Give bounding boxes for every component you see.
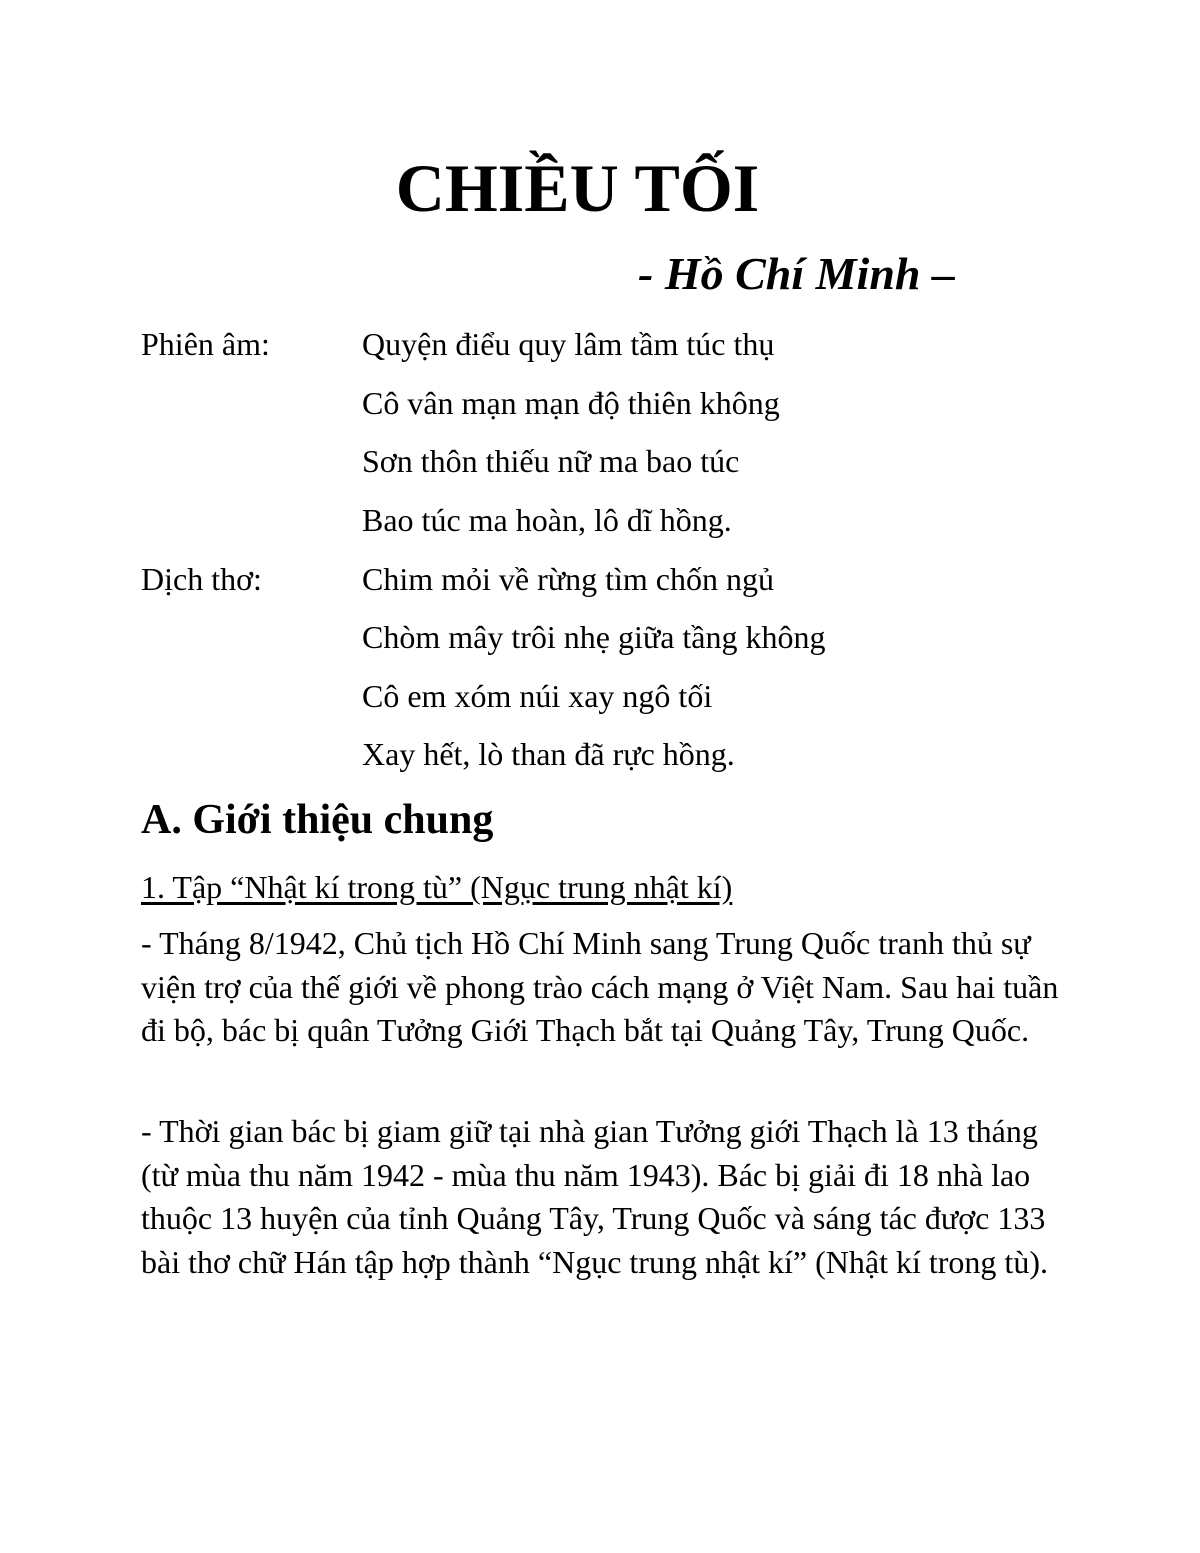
dich-tho-label: Dịch thơ: <box>141 561 262 597</box>
dich-tho-line-1: Chim mỏi về rừng tìm chốn ngủ <box>362 561 774 597</box>
dich-tho-line-2: Chòm mây trôi nhẹ giữa tầng không <box>362 619 826 655</box>
phien-am-line-2: Cô vân mạn mạn độ thiên không <box>362 385 780 421</box>
phien-am-label: Phiên âm: <box>141 326 270 362</box>
dich-tho-line-3: Cô em xóm núi xay ngô tối <box>362 678 713 714</box>
phien-am-line-3: Sơn thôn thiếu nữ ma bao túc <box>362 443 740 479</box>
dich-tho-line-4: Xay hết, lò than đã rực hồng. <box>362 736 735 772</box>
phien-am-line-4: Bao túc ma hoàn, lô dĩ hồng. <box>362 502 732 538</box>
section-subheading: 1. Tập “Nhật kí trong tù” (Ngục trung nhật kí) <box>141 869 733 905</box>
poem-title: CHIỀU TỐI <box>395 150 760 226</box>
poem-author: - Hồ Chí Minh – <box>638 248 955 299</box>
paragraph-1: - Tháng 8/1942, Chủ tịch Hồ Chí Minh sang Trung Quốc tranh thủ sự viện trợ của thế giới về phong trào cách mạng ở Việt Nam. Sau hai tuần đi bộ, bác bị quân Tưởng Giới Thạch bắt tại Quảng Tây, Trung Quốc. <box>141 925 1059 1048</box>
phien-am-line-1: Quyện điểu quy lâm tầm túc thụ <box>362 326 775 362</box>
paragraph-2: - Thời gian bác bị giam giữ tại nhà gian Tưởng giới Thạch là 13 tháng (từ mùa thu năm 1942 - mùa thu năm 1943). Bác bị giải đi 18 nhà lao thuộc 13 huyện của tỉnh Quảng Tây, Trung Quốc và sáng tác được 133 bài thơ chữ Hán tập hợp thành “Ngục trung nhật kí” (Nhật kí trong tù). <box>141 1113 1048 1280</box>
section-heading: A. Giới thiệu chung <box>141 797 494 843</box>
